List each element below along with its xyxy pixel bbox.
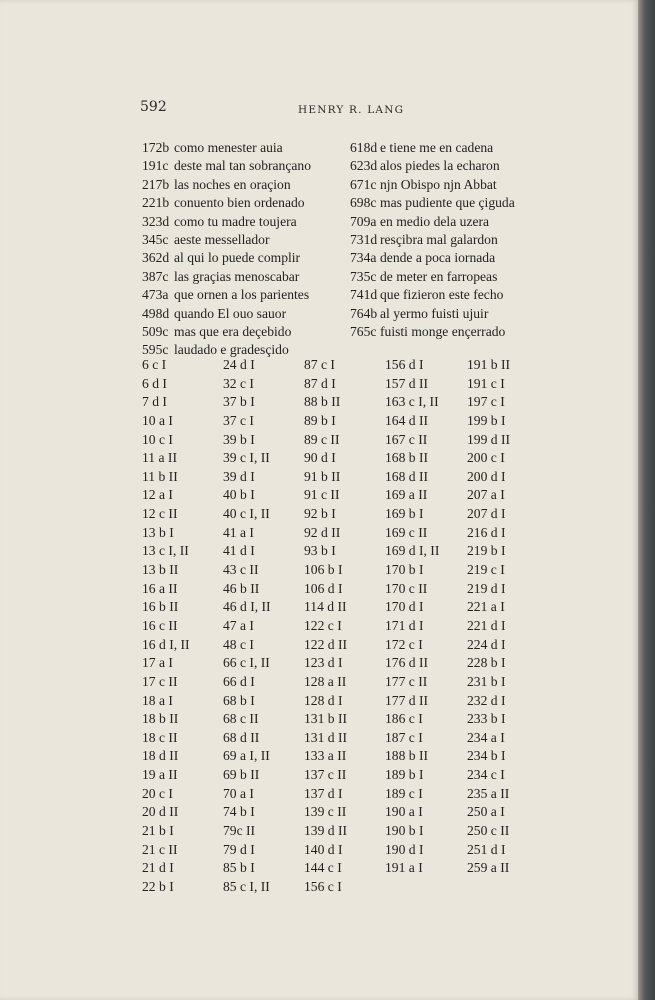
reference-entry: 106 b I <box>304 562 343 578</box>
reference-entry: 163 c I, II <box>385 394 439 410</box>
reference-entry: 233 b I <box>467 711 506 727</box>
verse-line <box>142 176 311 194</box>
reference-entry: 197 c I <box>467 394 505 410</box>
reference-entry: 89 c II <box>304 431 340 447</box>
reference-entry: 16 d I, II <box>142 636 190 652</box>
reference-entry: 207 d I <box>467 506 506 522</box>
reference-entry: 13 c I, II <box>142 543 189 559</box>
reference-column <box>385 356 439 878</box>
reference-entry: 128 a II <box>304 673 347 689</box>
reference-entry: 10 c I <box>142 431 173 447</box>
verse-list-left <box>142 139 311 360</box>
reference-entry: 46 b II <box>223 580 260 596</box>
reference-entry: 17 c II <box>142 673 178 689</box>
reference-entry: 92 d II <box>304 524 341 540</box>
reference-entry: 11 a II <box>142 450 177 466</box>
verse-text: e tiene me en cadena <box>380 140 494 155</box>
reference-entry: 7 d I <box>142 394 167 410</box>
verse-text: njn Obispo njn Abbat <box>380 176 497 192</box>
reference-entry: 228 b I <box>467 655 506 671</box>
verse-reference: 362d <box>142 250 170 266</box>
reference-entry: 87 d I <box>304 375 336 391</box>
reference-entry: 22 b I <box>142 878 174 894</box>
reference-entry: 68 b I <box>223 692 255 708</box>
reference-entry: 169 c II <box>385 524 428 540</box>
reference-entry: 172 c I <box>385 636 423 652</box>
reference-entry: 250 a I <box>467 804 505 820</box>
verse-reference: 735c <box>350 268 377 284</box>
verse-line <box>142 323 311 341</box>
verse-reference: 387c <box>142 268 169 284</box>
reference-entry: 221 a I <box>467 599 505 615</box>
verse-text: fuisti monge ençerrado <box>380 323 506 339</box>
reference-entry: 21 b I <box>142 823 174 839</box>
reference-entry: 139 d II <box>304 823 348 839</box>
verse-reference: 172b <box>142 140 170 155</box>
reference-entry: 21 d I <box>142 860 174 876</box>
reference-entry: 85 c I, II <box>223 878 270 894</box>
verse-reference: 323d <box>142 213 170 229</box>
running-head: HENRY R. LANG <box>298 104 405 116</box>
reference-entry: 221 d I <box>467 617 506 633</box>
reference-entry: 89 b I <box>304 412 336 428</box>
reference-entry: 164 d II <box>385 412 429 428</box>
reference-entry: 68 d II <box>223 729 260 745</box>
reference-entry: 190 a I <box>385 804 423 820</box>
reference-entry: 37 c I <box>223 412 254 428</box>
verse-line <box>142 268 311 286</box>
reference-entry: 232 d I <box>467 692 506 708</box>
verse-line <box>142 194 311 212</box>
reference-entry: 234 a I <box>467 729 505 745</box>
reference-entry: 18 b II <box>142 711 179 727</box>
verse-line <box>142 213 311 231</box>
verse-line <box>350 213 515 231</box>
reference-entry: 39 c I, II <box>223 450 270 466</box>
reference-entry: 191 c I <box>467 375 505 391</box>
reference-entry: 168 b II <box>385 450 429 466</box>
reference-entry: 234 b I <box>467 748 506 764</box>
reference-entry: 37 b I <box>223 394 255 410</box>
verse-list-right <box>350 139 515 341</box>
verse-line <box>350 139 515 157</box>
reference-entry: 169 a II <box>385 487 428 503</box>
verse-text: mas pudiente que çiguda <box>380 195 515 211</box>
reference-entry: 20 c I <box>142 785 173 801</box>
reference-entry: 156 c I <box>304 878 342 894</box>
reference-entry: 128 d I <box>304 692 343 708</box>
verse-line <box>350 249 515 267</box>
reference-entry: 199 d II <box>467 431 511 447</box>
reference-entry: 17 a I <box>142 655 173 671</box>
reference-column <box>223 356 271 897</box>
reference-entry: 122 c I <box>304 617 342 633</box>
reference-entry: 122 d II <box>304 636 348 652</box>
reference-entry: 18 c II <box>142 729 178 745</box>
reference-entry: 219 d I <box>467 580 506 596</box>
verse-text: mas que era deçebido <box>174 323 292 339</box>
reference-entry: 200 c I <box>467 450 505 466</box>
reference-entry: 12 c II <box>142 506 178 522</box>
verse-line <box>142 231 311 249</box>
verse-line <box>350 157 515 175</box>
verse-reference: 731d <box>350 231 378 247</box>
reference-entry: 170 d I <box>385 599 424 615</box>
reference-entry: 251 d I <box>467 841 506 857</box>
reference-entry: 93 b I <box>304 543 336 559</box>
reference-entry: 191 b II <box>467 357 511 372</box>
verse-line <box>142 249 311 267</box>
verse-text: aeste messellador <box>174 231 270 247</box>
reference-entry: 12 a I <box>142 487 173 503</box>
reference-entry: 6 d I <box>142 375 167 391</box>
reference-entry: 216 d I <box>467 524 506 540</box>
verse-reference: 221b <box>142 195 170 211</box>
reference-column <box>467 356 510 878</box>
reference-entry: 16 a II <box>142 580 178 596</box>
verse-text: de meter en farropeas <box>380 268 498 284</box>
verse-text: quando El ouo sauor <box>174 305 287 321</box>
verse-text: al yermo fuisti ujuir <box>380 305 489 321</box>
reference-entry: 70 a I <box>223 785 254 801</box>
reference-column <box>142 356 190 897</box>
verse-reference: 618d <box>350 140 378 155</box>
reference-column <box>304 356 347 897</box>
verse-reference: 498d <box>142 305 170 321</box>
reference-entry: 167 c II <box>385 431 428 447</box>
reference-entry: 39 d I <box>223 468 255 484</box>
reference-entry: 40 c I, II <box>223 506 270 522</box>
verse-reference: 217b <box>142 176 170 192</box>
reference-entry: 144 c I <box>304 860 342 876</box>
verse-reference: 623d <box>350 158 378 174</box>
reference-entry: 47 a I <box>223 617 254 633</box>
reference-entry: 168 d II <box>385 468 429 484</box>
reference-entry: 224 d I <box>467 636 506 652</box>
page-number: 592 <box>140 99 167 115</box>
reference-entry: 190 b I <box>385 823 424 839</box>
verse-reference: 671c <box>350 176 377 192</box>
reference-entry: 66 c I, II <box>223 655 270 671</box>
reference-entry: 69 a I, II <box>223 748 270 764</box>
verse-reference: 741d <box>350 287 378 303</box>
reference-entry: 140 d I <box>304 841 343 857</box>
reference-entry: 18 d II <box>142 748 179 764</box>
reference-entry: 177 c II <box>385 673 428 689</box>
reference-entry: 114 d II <box>304 599 347 615</box>
reference-entry: 177 d II <box>385 692 429 708</box>
verse-line <box>142 286 311 304</box>
reference-entry: 13 b I <box>142 524 174 540</box>
reference-entry: 234 c I <box>467 767 505 783</box>
reference-entry: 19 a II <box>142 767 178 783</box>
reference-entry: 131 d II <box>304 729 348 745</box>
verse-reference: 595c <box>142 342 169 358</box>
verse-text: las noches en oraçion <box>174 176 291 192</box>
reference-entry: 66 d I <box>223 673 255 689</box>
reference-entry: 91 b II <box>304 468 341 484</box>
reference-entry: 250 c II <box>467 823 510 839</box>
reference-entry: 16 c II <box>142 617 178 633</box>
verse-text: en medio dela uzera <box>380 213 490 229</box>
reference-entry: 131 b II <box>304 711 348 727</box>
verse-text: como menester auia <box>174 140 283 155</box>
verse-line <box>142 157 311 175</box>
reference-entry: 41 d I <box>223 543 255 559</box>
reference-entry: 171 d I <box>385 617 424 633</box>
verse-text: alos piedes la echaron <box>380 158 500 174</box>
reference-entry: 24 d I <box>223 357 255 372</box>
reference-entry: 156 d I <box>385 357 424 372</box>
reference-entry: 20 d II <box>142 804 179 820</box>
verse-reference: 345c <box>142 231 169 247</box>
verse-line <box>350 176 515 194</box>
verse-line <box>350 305 515 323</box>
reference-entry: 41 a I <box>223 524 254 540</box>
reference-entry: 170 b I <box>385 562 424 578</box>
reference-entry: 191 a I <box>385 860 423 876</box>
verse-line <box>350 231 515 249</box>
reference-entry: 188 b II <box>385 748 429 764</box>
verse-line <box>350 323 515 341</box>
reference-entry: 259 a II <box>467 860 510 876</box>
reference-entry: 10 a I <box>142 412 173 428</box>
verse-text: laudado e gradesçido <box>174 342 289 358</box>
reference-entry: 32 c I <box>223 375 254 391</box>
verse-text: dende a poca iornada <box>380 250 496 266</box>
verse-reference: 764b <box>350 305 378 321</box>
reference-entry: 79c II <box>223 823 256 839</box>
reference-entry: 170 c II <box>385 580 428 596</box>
book-gutter <box>638 0 655 1000</box>
verse-text: las graçias menoscabar <box>174 268 300 284</box>
reference-entry: 176 d II <box>385 655 429 671</box>
reference-entry: 21 c II <box>142 841 178 857</box>
reference-entry: 123 d I <box>304 655 343 671</box>
verse-line <box>142 305 311 323</box>
reference-entry: 85 b I <box>223 860 255 876</box>
verse-text: resçibra mal galardon <box>380 231 498 247</box>
reference-entry: 92 b I <box>304 506 336 522</box>
verse-reference: 698c <box>350 195 377 211</box>
verse-reference: 191c <box>142 158 169 174</box>
reference-entry: 69 b II <box>223 767 260 783</box>
reference-entry: 16 b II <box>142 599 179 615</box>
verse-reference: 473a <box>142 287 169 303</box>
verse-reference: 509c <box>142 323 169 339</box>
reference-entry: 79 d I <box>223 841 255 857</box>
reference-entry: 207 a I <box>467 487 505 503</box>
reference-entry: 18 a I <box>142 692 173 708</box>
reference-entry: 189 b I <box>385 767 424 783</box>
verse-line <box>350 194 515 212</box>
verse-text: como tu madre toujera <box>174 213 297 229</box>
reference-entry: 13 b II <box>142 562 179 578</box>
reference-entry: 231 b I <box>467 673 506 689</box>
reference-entry: 48 c I <box>223 636 254 652</box>
reference-entry: 74 b I <box>223 804 255 820</box>
reference-entry: 139 c II <box>304 804 347 820</box>
verse-reference: 765c <box>350 323 377 339</box>
reference-entry: 169 d I, II <box>385 543 440 559</box>
reference-entry: 137 d I <box>304 785 343 801</box>
reference-entry: 199 b I <box>467 412 506 428</box>
verse-text: al qui lo puede complir <box>174 250 301 266</box>
reference-entry: 137 c II <box>304 767 347 783</box>
reference-entry: 200 d I <box>467 468 506 484</box>
reference-entry: 157 d II <box>385 375 429 391</box>
reference-entry: 11 b II <box>142 468 178 484</box>
reference-entry: 43 c II <box>223 562 259 578</box>
reference-entry: 133 a II <box>304 748 347 764</box>
reference-entry: 39 b I <box>223 431 255 447</box>
reference-entry: 91 c II <box>304 487 340 503</box>
reference-entry: 40 b I <box>223 487 255 503</box>
verse-text: conuento bien ordenado <box>174 195 305 211</box>
reference-entry: 235 a II <box>467 785 510 801</box>
reference-entry: 90 d I <box>304 450 336 466</box>
verse-line <box>350 268 515 286</box>
verse-line <box>350 286 515 304</box>
reference-entry: 189 c I <box>385 785 423 801</box>
reference-entry: 169 b I <box>385 506 424 522</box>
reference-entry: 46 d I, II <box>223 599 271 615</box>
verse-reference: 734a <box>350 250 377 266</box>
reference-entry: 88 b II <box>304 394 341 410</box>
reference-entry: 68 c II <box>223 711 259 727</box>
reference-entry: 219 c I <box>467 562 505 578</box>
reference-entry: 186 c I <box>385 711 423 727</box>
verse-line <box>142 139 311 157</box>
reference-entry: 187 c I <box>385 729 423 745</box>
verse-reference: 709a <box>350 213 377 229</box>
reference-entry: 190 d I <box>385 841 424 857</box>
verse-text: que ornen a los parientes <box>174 287 310 303</box>
reference-entry: 6 c I <box>142 357 167 372</box>
reference-entry: 87 c I <box>304 357 335 372</box>
reference-entry: 106 d I <box>304 580 343 596</box>
verse-text: que fizieron este fecho <box>380 287 504 303</box>
verse-text: deste mal tan sobrançano <box>174 158 312 174</box>
reference-entry: 219 b I <box>467 543 506 559</box>
